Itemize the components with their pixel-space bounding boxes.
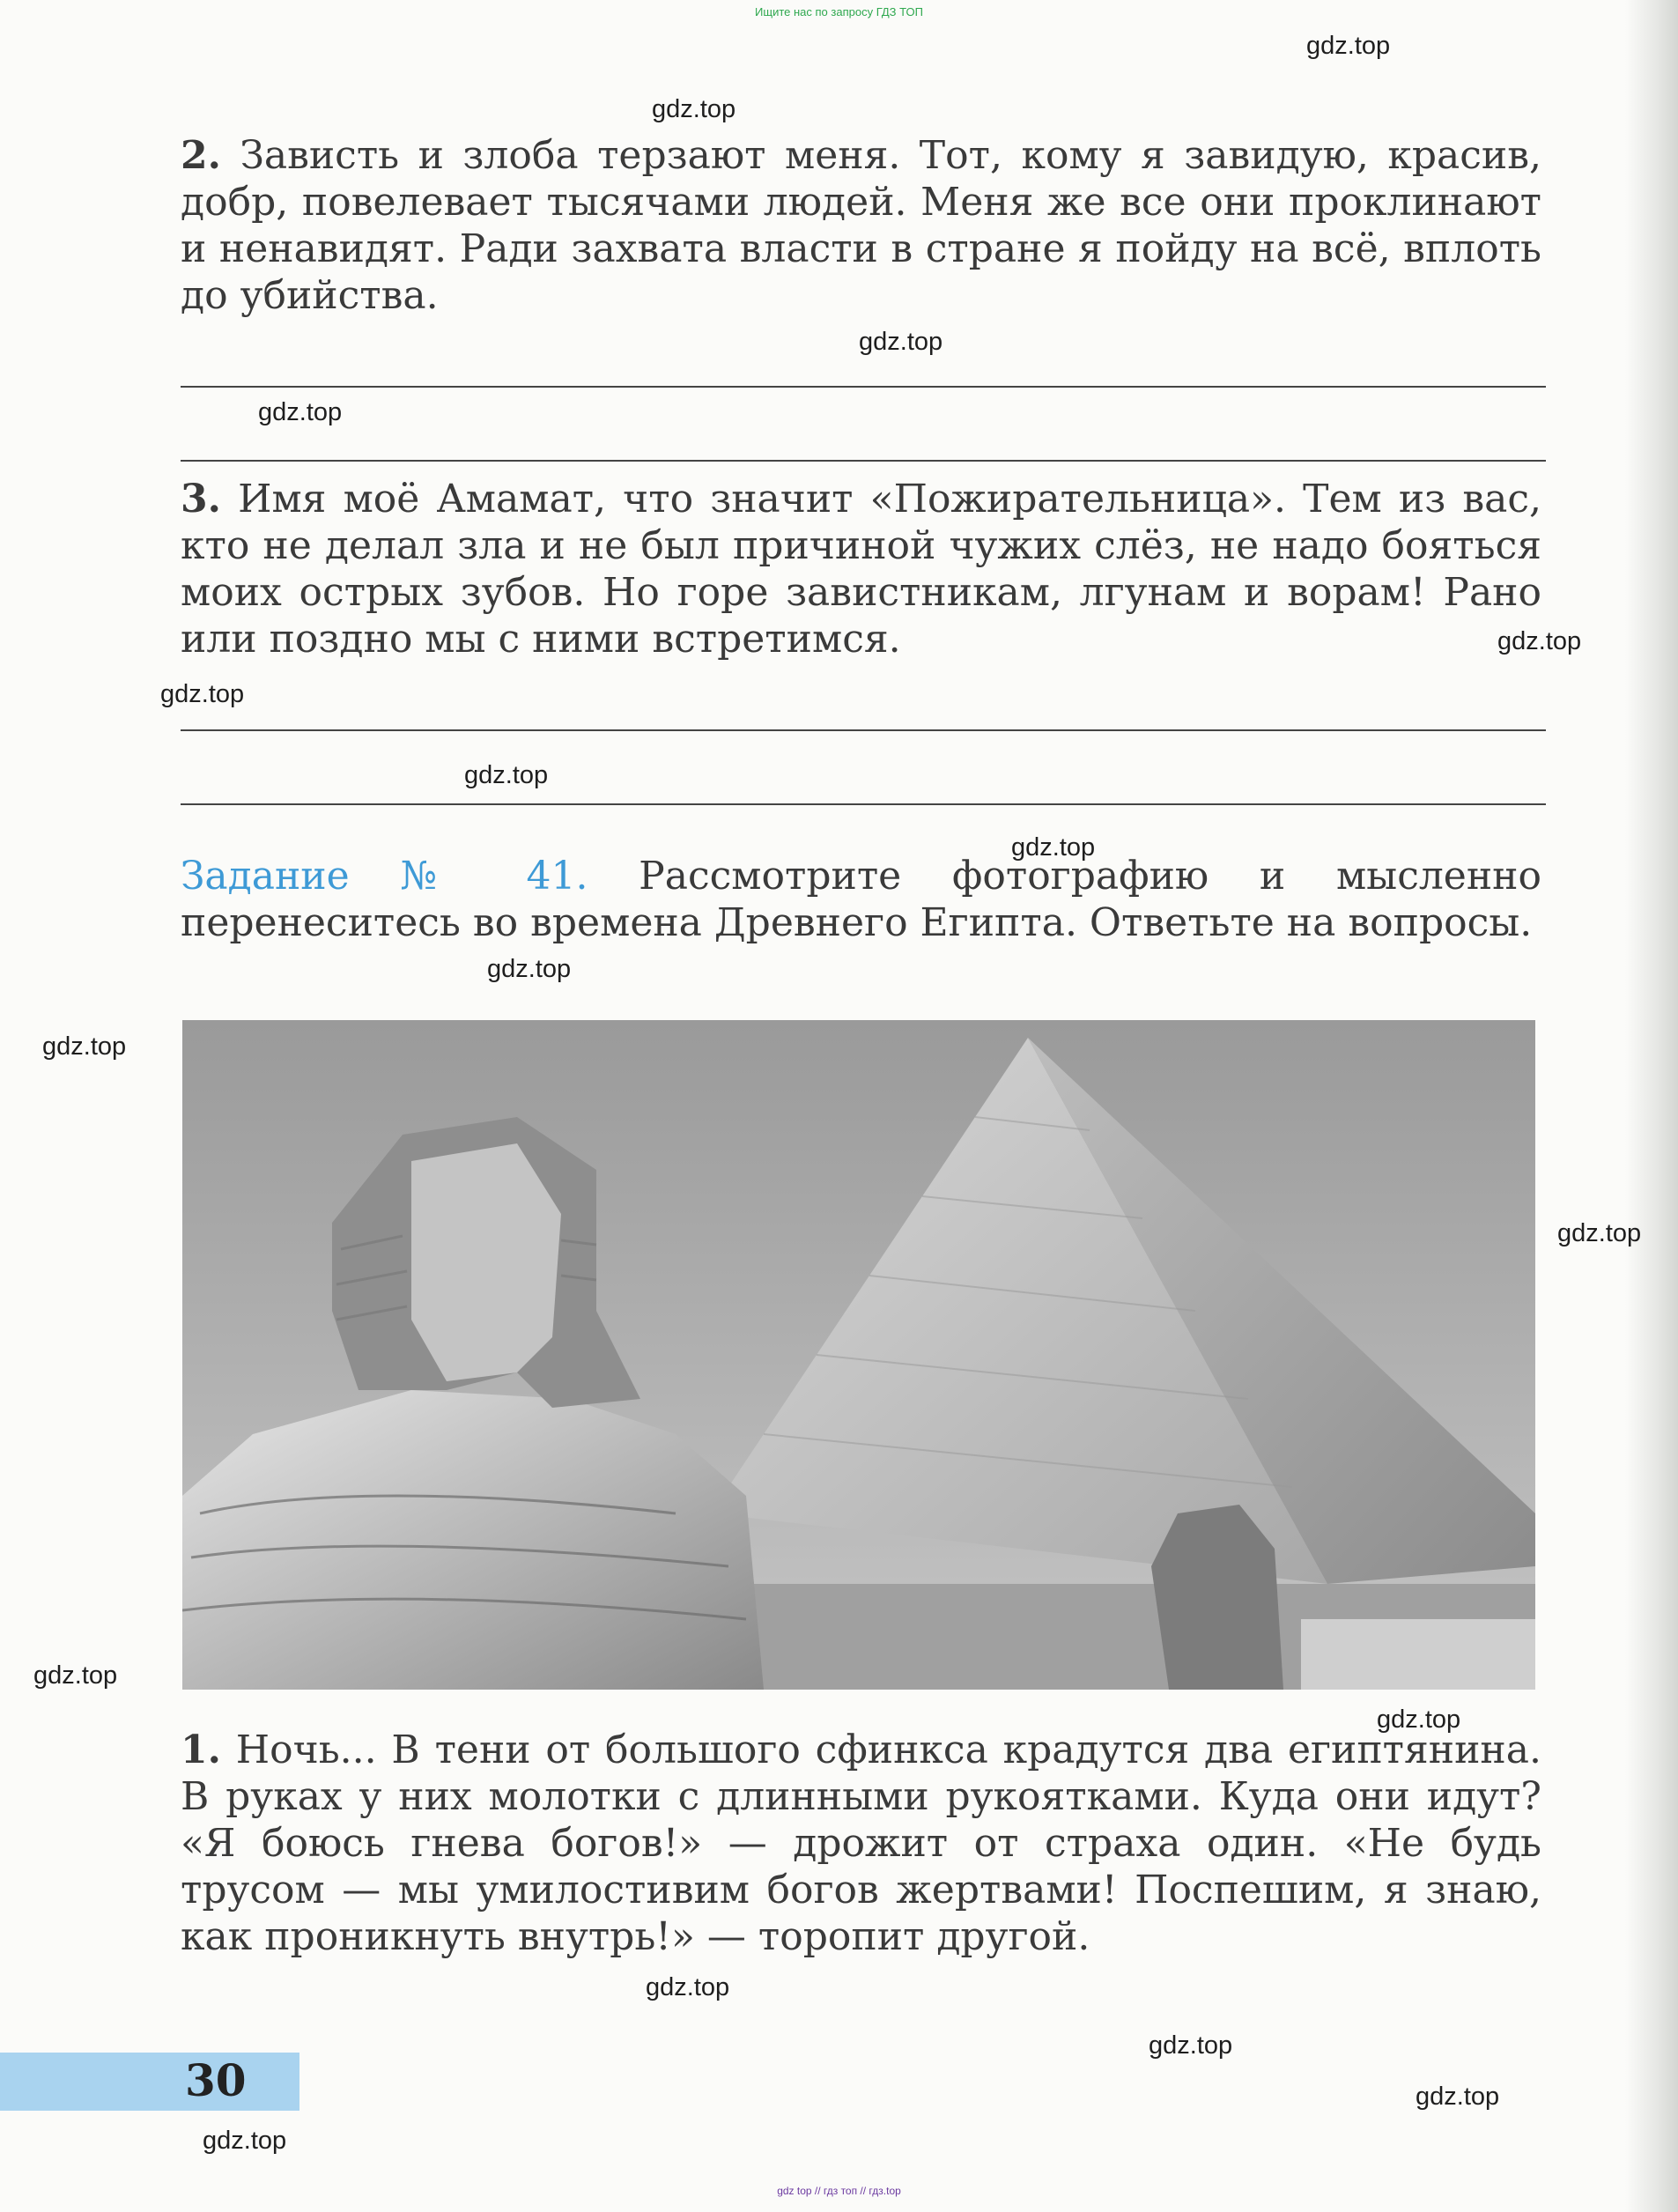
- item-2-number: 2.: [181, 133, 221, 178]
- answer-line-2a[interactable]: [181, 386, 1546, 388]
- task-41-paragraph: [181, 853, 1541, 946]
- watermark: gdz.top: [1377, 1705, 1461, 1734]
- watermark: gdz.top: [1306, 32, 1391, 60]
- watermark: gdz.top: [258, 398, 343, 426]
- watermark: gdz.top: [160, 680, 245, 708]
- sphinx-pyramid-photo: [182, 1020, 1535, 1690]
- item-3-text: Имя моё Амамат, что значит «Пожирательница». Тем из вас, кто не делал зла и не был причиной чужих слёз, не надо бояться моих острых зубов. Но горе завистникам, лгунам и ворам! Рано или поздно мы с ними встретимся.: [181, 477, 1541, 662]
- page-number: 30: [185, 2054, 247, 2106]
- watermark: gdz.top: [464, 761, 549, 789]
- watermark: gdz.top: [203, 2127, 287, 2155]
- watermark: gdz.top: [646, 1973, 730, 2001]
- page-number-bar: [0, 2053, 299, 2111]
- watermark: gdz.top: [1149, 2031, 1233, 2060]
- item-2-text: Зависть и злоба терзают меня. Тот, кому я завидую, красив, добр, повелевает тысячами людей. Меня же все они проклинают и ненавидят. Ради захвата власти в стране я пойду на всё, вплоть до убийства.: [181, 133, 1541, 318]
- page-edge: [1625, 0, 1678, 2212]
- answer-line-3b[interactable]: [181, 803, 1546, 805]
- watermark: gdz.top: [33, 1661, 118, 1690]
- question-1-number: 1.: [181, 1727, 221, 1772]
- watermark: gdz.top: [1557, 1219, 1642, 1247]
- watermark: gdz.top: [1497, 627, 1582, 655]
- answer-line-2b[interactable]: [181, 460, 1546, 462]
- task-41-label: Задание № 41.: [181, 854, 588, 899]
- question-1-text: Ночь... В тени от большого сфинкса крадутся два египтянина. В руках у них молотки с длинными рукоятками. Куда они идут? «Я боюсь гнева богов!» — дрожит от страха один. «Не будь трусом — мы умилостивим богов жертвами! Поспешим, я знаю, как проникнуть внутрь!» — торопит другой.: [181, 1727, 1541, 1959]
- watermark: gdz.top: [652, 95, 736, 123]
- watermark: gdz.top: [859, 328, 943, 356]
- top-note: Ищите нас по запросу ГДЗ ТОП: [755, 5, 923, 18]
- item-3-paragraph: [181, 476, 1541, 662]
- question-1-paragraph: [181, 1727, 1541, 1960]
- watermark: gdz.top: [1011, 833, 1096, 862]
- bottom-note: gdz top // гдз топ // гдз.top: [777, 2185, 901, 2197]
- watermark: gdz.top: [42, 1032, 127, 1061]
- watermark: gdz.top: [487, 955, 572, 983]
- item-3-number: 3.: [181, 477, 221, 522]
- item-2-paragraph: [181, 132, 1541, 319]
- answer-line-3a[interactable]: [181, 729, 1546, 731]
- watermark: gdz.top: [1416, 2083, 1500, 2111]
- task-41-text: Рассмотрите фотографию и мысленно перенеситесь во времена Древнего Египта. Ответьте на вопросы.: [181, 854, 1541, 945]
